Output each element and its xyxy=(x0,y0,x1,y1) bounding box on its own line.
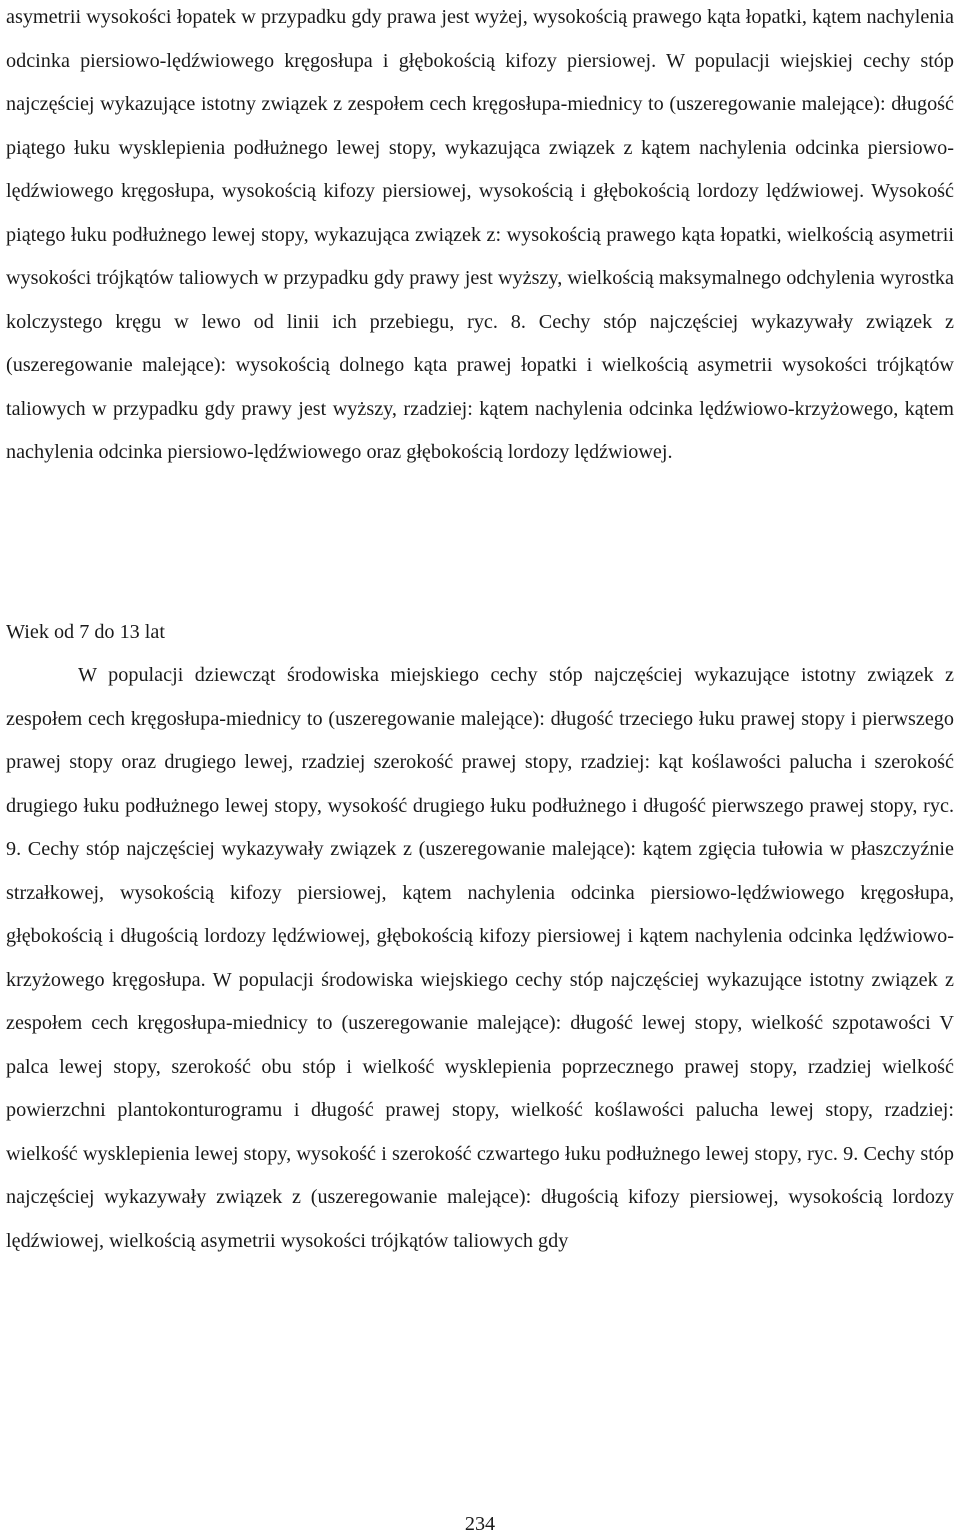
paragraph-rural-population: asymetrii wysokości łopatek w przypadku gdy prawa jest wyżej, wysokością prawego kąta łopatki, kątem nachylenia odcinka piersiowo-lędźwiowego kręgosłupa i głębokością kifozy piersiowej. W populacji wiejskiej cechy stóp najczęściej wykazujące istotny związek z zespołem cech kręgosłupa-miednicy to (uszeregowanie malejące): długość piątego łuku wysklepienia podłużnego lewej stopy, wykazująca związek z kątem nachylenia odcinka piersiowo-lędźwiowego kręgosłupa, wysokością kifozy piersiowej, wysokością i głębokością lordozy lędźwiowej. Wysokość piątego łuku podłużnego lewej stopy, wykazująca związek z: wysokością prawego kąta łopatki, wielkością asymetrii wysokości trójkątów taliowych w przypadku gdy prawy jest wyższy, wielkością maksymalnego odchylenia wyrostka kolczystego kręgu w lewo od linii ich przebiegu, ryc. 8. Cechy stóp najczęściej wykazywały związek z (uszeregowanie malejące): wysokością dolnego kąta prawej łopatki i wielkością asymetrii wysokości trójkątów taliowych w przypadku gdy prawy jest wyższy, rzadziej: kątem nachylenia odcinka lędźwiowo-krzyżowego, kątem nachylenia odcinka piersiowo-lędźwiowego oraz głębokością lordozy lędźwiowej. xyxy=(6,6,954,463)
page-number: 234 xyxy=(464,1513,496,1535)
section-heading-age-7-13: Wiek od 7 do 13 lat xyxy=(6,621,165,643)
paragraph-girls-population: W populacji dziewcząt środowiska miejskiego cechy stóp najczęściej wykazujące istotny związek z zespołem cech kręgosłupa-miednicy to (uszeregowanie malejące): długość trzeciego łuku prawej stopy i pierwszego prawej stopy oraz drugiego lewej, rzadziej szerokość prawej stopy, rzadziej: kąt koślawości palucha i szerokość drugiego łuku podłużnego lewej stopy, wysokość drugiego łuku podłużnego i długość pierwszego prawej stopy, ryc. 9. Cechy stóp najczęściej wykazywały związek z (uszeregowanie malejące): kątem zgięcia tułowia w płaszczyźnie strzałkowej, wysokością kifozy piersiowej, kątem nachylenia odcinka piersiowo-lędźwiowego kręgosłupa, głębokością i długością lordozy lędźwiowej, głębokością kifozy piersiowej i kątem nachylenia odcinka lędźwiowo-krzyżowego kręgosłupa. W populacji środowiska wiejskiego cechy stóp najczęściej wykazujące istotny związek z zespołem cech kręgosłupa-miednicy to (uszeregowanie malejące): długość lewej stopy, wielkość szpotawości V palca lewej stopy, szerokość obu stóp i wielkość wysklepienia poprzecznego prawej stopy, rzadziej wielkość powierzchni plantokonturogramu i długość prawej stopy, wielkość koślawości palucha lewej stopy, rzadziej: wielkość wysklepienia lewej stopy, wysokość i szerokość czwartego łuku podłużnego lewej stopy, ryc. 9. Cechy stóp najczęściej wykazywały związek z (uszeregowanie malejące): długością kifozy piersiowej, wysokością lordozy lędźwiowej, wielkością asymetrii wysokości trójkątów taliowych gdy xyxy=(6,664,954,1252)
